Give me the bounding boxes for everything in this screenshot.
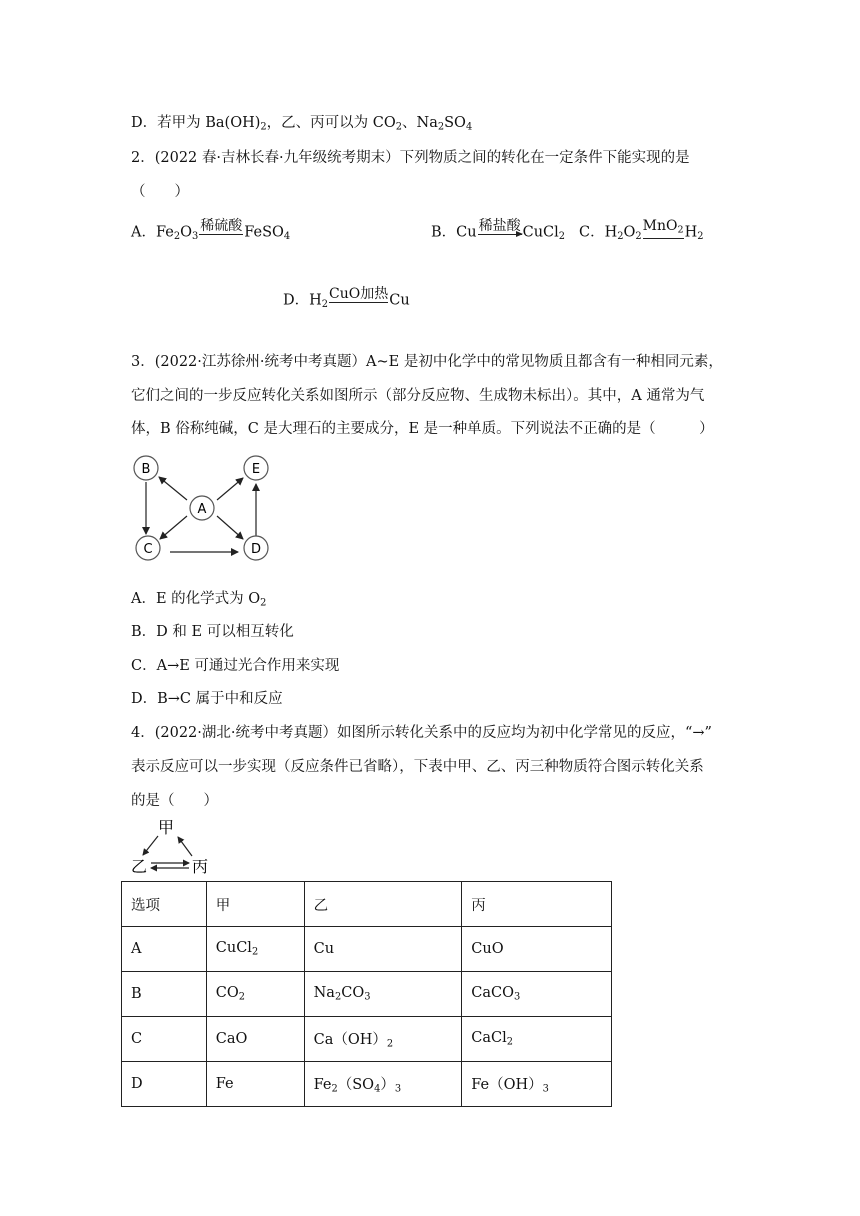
arrow-jia-to-yi	[143, 836, 158, 855]
cell-option: B	[122, 972, 207, 1017]
reaction-arrow: 稀盐酸	[478, 218, 521, 234]
q4-diagram	[128, 815, 212, 879]
cell-jia: CuCl$_2$	[206, 927, 304, 972]
q3-stem-line3: 体，B 俗称纯碱，C 是大理石的主要成分，E 是一种单质。下列说法不正确的是（ ）	[131, 421, 714, 437]
cell-yi: $Ca(OH)_2$	[304, 1017, 462, 1062]
q3-option-c: C．A→E 可通过光合作用来实现	[131, 658, 340, 674]
q4-options-table	[121, 881, 612, 1107]
table-row	[122, 972, 612, 1017]
q3-option-a: A．E 的化学式为 $O_2$	[131, 591, 267, 609]
cell-bing: $Fe(OH)_3$	[462, 1062, 612, 1107]
arrow-a-to-c	[160, 516, 187, 539]
q4-stem-line2: 表示反应可以一步实现（反应条件已省略），下表中甲、乙、丙三种物质符合图示转化关系	[131, 759, 704, 775]
reaction-condition: MnO$_2$	[643, 218, 684, 239]
node-c-label: C	[143, 542, 153, 557]
q3-diagram	[128, 452, 273, 564]
header-jia: 甲	[206, 882, 304, 927]
q3-option-d: D．B→C 属于中和反应	[131, 691, 283, 707]
cell-yi: Cu	[304, 927, 462, 972]
cell-jia: CaO	[206, 1017, 304, 1062]
node-yi: 乙	[130, 857, 148, 876]
cell-bing: CuO	[462, 927, 612, 972]
cell-bing: CaCl$_2$	[462, 1017, 612, 1062]
cell-option: C	[122, 1017, 207, 1062]
node-d-label: D	[250, 542, 262, 557]
q1-option-d: D．若甲为 $Ba(OH)_2$，乙、丙可以为 $CO_2$、$Na_2SO_4$	[131, 115, 473, 133]
q2-option-b: B．Cu 稀盐酸 CuCl$_2$	[431, 218, 566, 242]
q3-stem-line1: 3．(2022·江苏徐州·统考中考真题）A~E 是初中化学中的常见物质且都含有一种相同元素，	[131, 354, 723, 370]
q2-option-a: A．$Fe_2O_3$ 稀硫酸 FeSO$_4$	[131, 218, 291, 242]
reaction-condition: 稀硫酸	[200, 218, 243, 234]
q4-stem-line3: 的是（ ）	[131, 793, 218, 809]
arrow-a-to-d	[217, 516, 243, 539]
reaction-condition: CuO加热	[329, 286, 389, 302]
table-row	[122, 927, 612, 972]
cell-jia: Fe	[206, 1062, 304, 1107]
q2-option-c: C．$H_2O_2$ MnO$_2$ $H_2$	[579, 218, 704, 242]
cell-option: D	[122, 1062, 207, 1107]
header-yi: 乙	[304, 882, 462, 927]
q2-stem: 2．(2022 春·吉林长春·九年级统考期末）下列物质之间的转化在一定条件下能实现的是	[131, 150, 690, 166]
cell-bing: CaCO$_3$	[462, 972, 612, 1017]
cell-yi: $Fe_2(SO_4)_3$	[304, 1062, 462, 1107]
cell-option: A	[122, 927, 207, 972]
q2-answer-paren: （ ）	[131, 184, 189, 200]
q4-stem-line1: 4．(2022·湖北·统考中考真题）如图所示转化关系中的反应均为初中化学常见的反应，“→”	[131, 725, 712, 741]
q3-stem-line2: 它们之间的一步反应转化关系如图所示（部分反应物、生成物未标出）。其中，A 通常为气	[131, 388, 705, 404]
arrow-a-to-e	[217, 478, 243, 500]
cell-yi: $Na_2CO_3$	[304, 972, 462, 1017]
node-a-label: A	[197, 502, 207, 517]
node-b-label: B	[141, 462, 151, 477]
node-bing: 丙	[191, 857, 209, 876]
node-e-label: E	[251, 462, 261, 477]
table-row	[122, 1017, 612, 1062]
table-row	[122, 1062, 612, 1107]
cell-jia: $CO_2$	[206, 972, 304, 1017]
arrow-a-to-b	[159, 477, 187, 500]
q3-option-b: B．D 和 E 可以相互转化	[131, 624, 294, 640]
header-bing: 丙	[462, 882, 612, 927]
header-option: 选项	[122, 882, 207, 927]
q2-option-d: D．$H_2$ CuO加热 Cu	[283, 286, 410, 310]
arrow-bing-to-jia	[178, 837, 192, 856]
node-jia: 甲	[157, 818, 175, 837]
table-header-row	[122, 882, 612, 927]
